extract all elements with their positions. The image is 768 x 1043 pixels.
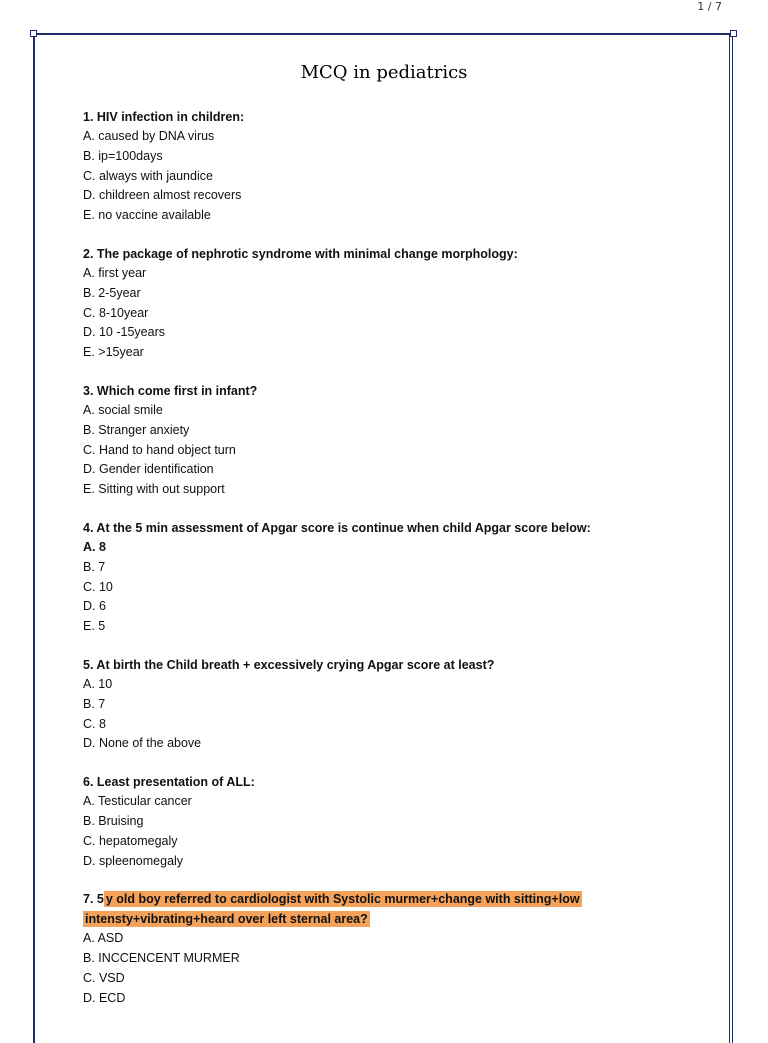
- question-1: [83, 107, 703, 226]
- answer-option: D. childreen almost recovers: [83, 188, 242, 203]
- question-stem: 5. At birth the Child breath + excessively crying Apgar score at least?: [83, 657, 495, 672]
- answer-option: A. Testicular cancer: [83, 794, 192, 809]
- answer-option: B. ip=100days: [83, 148, 163, 163]
- highlighted-text: intensty+vibrating+heard over left sternal area?: [85, 912, 368, 927]
- question-stem-prefix: 7. 5: [83, 892, 104, 907]
- question-4: [83, 518, 703, 637]
- answer-option: D. None of the above: [83, 736, 202, 751]
- answer-option: D. 10 -15years: [83, 325, 165, 340]
- answer-option: B. 2-5year: [83, 285, 141, 300]
- answer-option: A. 8: [83, 539, 106, 554]
- highlighted-text: y old boy referred to cardiologist with Systolic murmer+change with sitting+low: [105, 892, 580, 907]
- answer-option: A. 10: [83, 676, 113, 691]
- answer-option: B. INCCENCENT MURMER: [83, 951, 240, 966]
- question-stem: 1. HIV infection in children:: [83, 110, 245, 124]
- answer-option: C. VSD: [83, 970, 125, 985]
- answer-option: C. always with jaundice: [83, 168, 213, 183]
- answer-option: B. 7: [83, 559, 106, 574]
- answer-option: E. no vaccine available: [83, 208, 211, 223]
- answer-option: E. 5: [83, 619, 106, 634]
- answer-option: D. 6: [83, 599, 106, 614]
- document-title: MCQ in pediatrics: [300, 62, 468, 83]
- answer-option: B. Stranger anxiety: [83, 422, 190, 437]
- question-6: [83, 772, 703, 871]
- answer-option: C. Hand to hand object turn: [83, 442, 236, 457]
- answer-option: E. Sitting with out support: [83, 482, 225, 497]
- answer-option: B. 7: [83, 696, 106, 711]
- answer-option: C. hepatomegaly: [83, 833, 178, 848]
- question-5: [83, 655, 703, 754]
- answer-option: A. ASD: [83, 931, 124, 946]
- answer-option: D. Gender identification: [83, 462, 214, 477]
- question-stem: 3. Which come first in infant?: [83, 383, 258, 398]
- answer-option: E. >15year: [83, 345, 144, 360]
- answer-option: C. 8: [83, 716, 106, 731]
- answer-option: A. caused by DNA virus: [83, 129, 215, 143]
- page-counter: 1 / 7: [697, 0, 722, 13]
- corner-handle-top-left: [30, 30, 37, 37]
- question-stem: 4. At the 5 min assessment of Apgar score is continue when child Apgar score below:: [83, 520, 591, 535]
- answer-option: C. 8-10year: [83, 305, 149, 320]
- question-stem: 2. The package of nephrotic syndrome with minimal change morphology:: [83, 246, 518, 261]
- question-2: [83, 244, 703, 363]
- question-7: [83, 889, 703, 1008]
- answer-option: B. Bruising: [83, 813, 144, 828]
- answer-option: A. social smile: [83, 402, 163, 417]
- question-stem: 6. Least presentation of ALL:: [83, 775, 255, 790]
- answer-option: C. 10: [83, 579, 113, 594]
- answer-option: A. first year: [83, 265, 147, 280]
- corner-handle-top-right: [730, 30, 737, 37]
- answer-option: D. ECD: [83, 990, 126, 1005]
- question-3: [83, 381, 703, 500]
- answer-option: D. spleenomegaly: [83, 853, 184, 868]
- question-stem: [83, 889, 703, 929]
- question-list: [83, 107, 703, 1027]
